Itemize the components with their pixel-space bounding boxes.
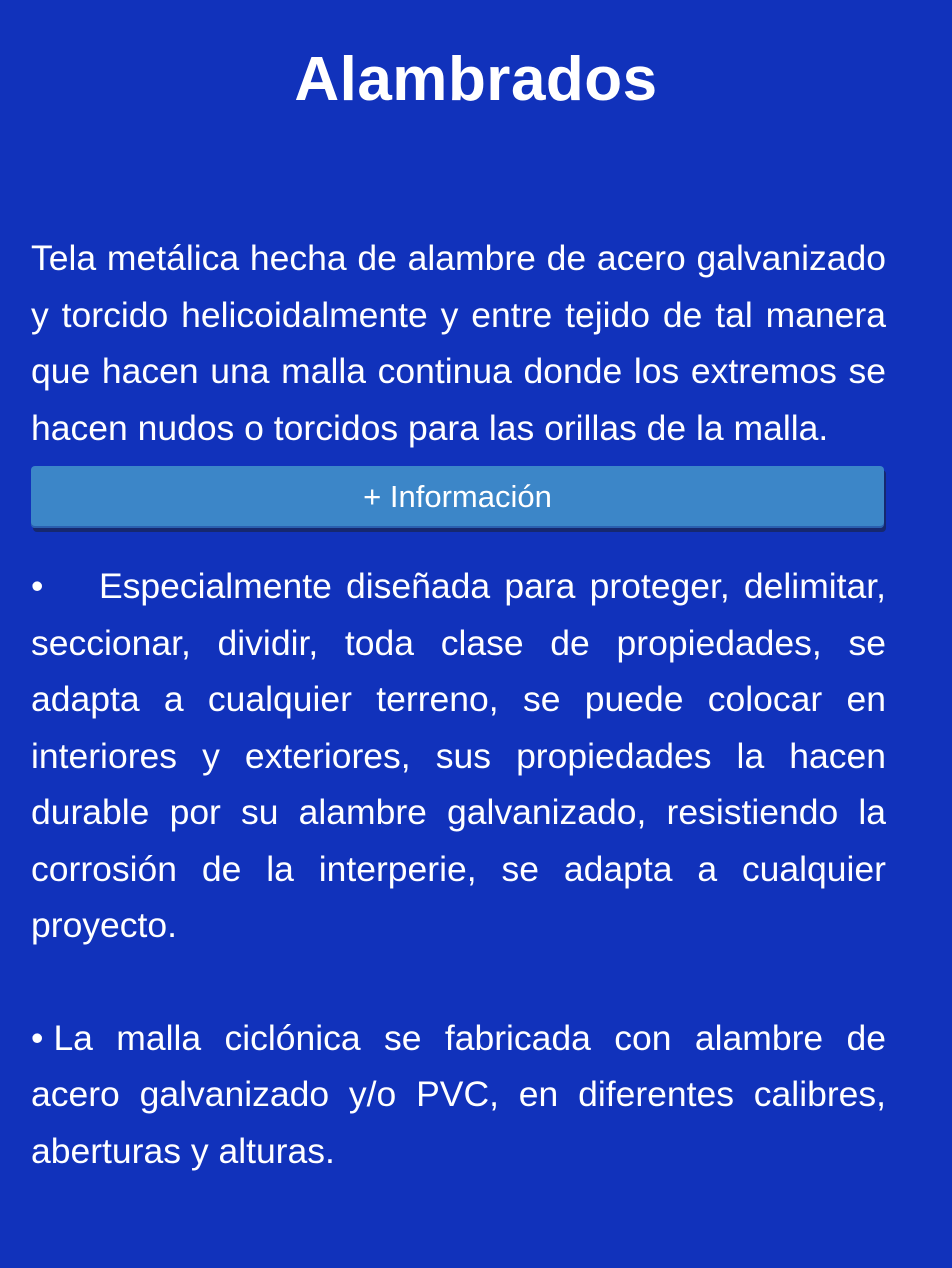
- page-title: Alambrados: [294, 45, 658, 114]
- feature-bullet-2-text: La malla ciclónica se fabricada con alambre de acero galvanizado y/o PVC, en diferentes calibres, aberturas y alturas.: [31, 1017, 886, 1171]
- intro-paragraph: Tela metálica hecha de alambre de acero galvanizado y torcido helicoidalmente y entre tejido de tal manera que hacen una malla continua donde los extremos se hacen nudos o torcidos para las orillas de la malla.: [31, 238, 886, 448]
- feature-bullet-1-text: Especialmente diseñada para proteger, delimitar, seccionar, dividir, toda clase de propiedades, se adapta a cualquier terreno, se puede colocar en interiores y exteriores, sus propiedades la hacen durable por su alambre galvanizado, resistiendo la corrosión de la interperie, se adapta a cualquier proyecto.: [31, 566, 886, 945]
- more-info-button[interactable]: + Información: [31, 466, 884, 528]
- bullet-icon: •: [31, 566, 44, 606]
- feature-bullet-2: [31, 1010, 886, 1180]
- bullet-icon: •: [31, 1017, 44, 1058]
- feature-bullet-1: [31, 558, 886, 954]
